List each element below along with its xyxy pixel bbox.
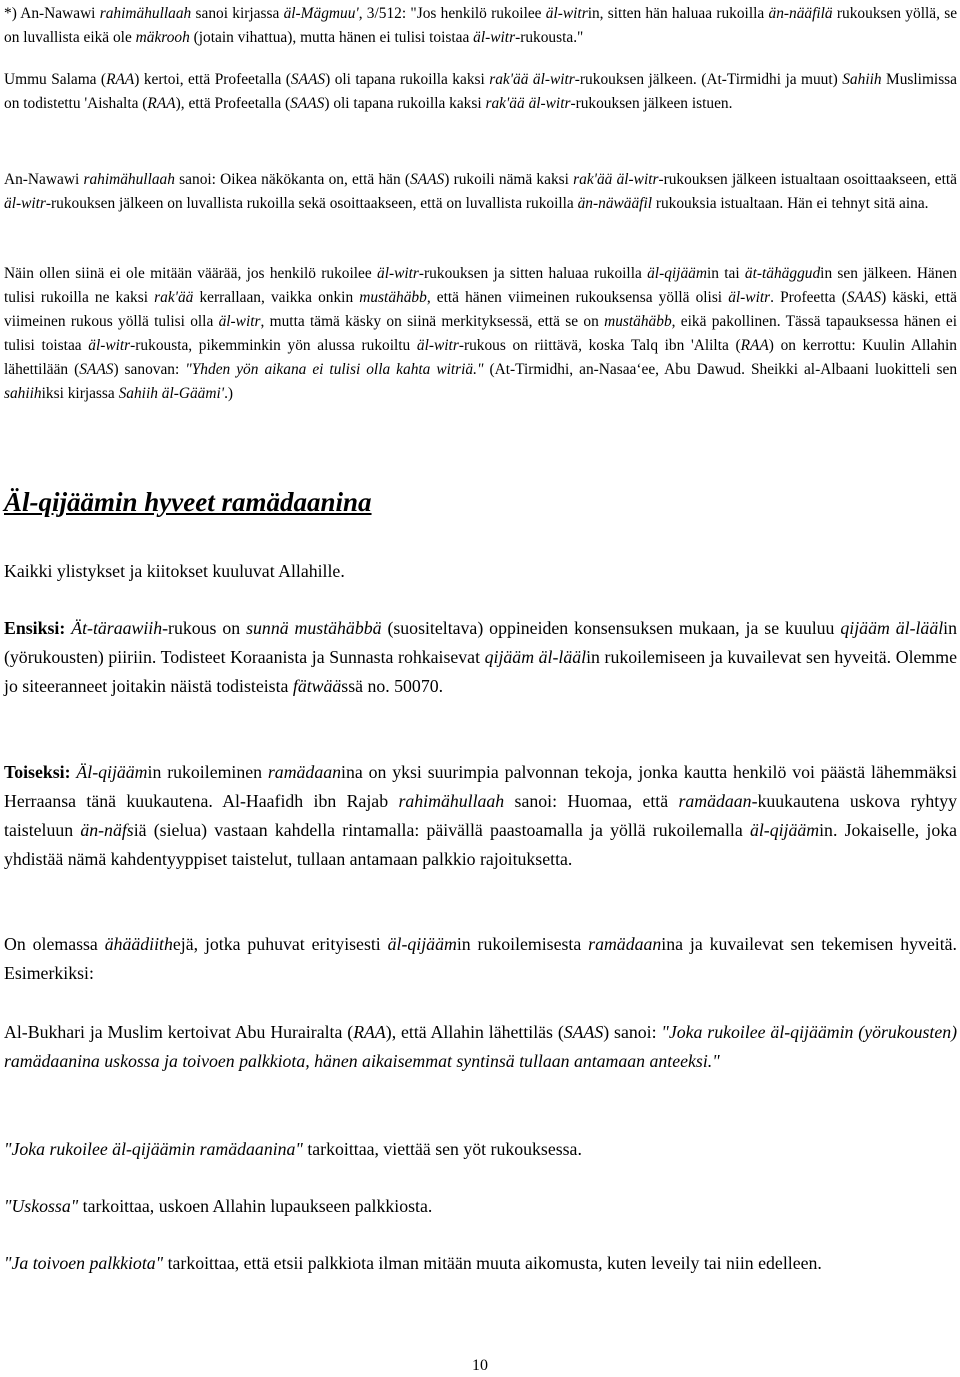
paragraph: Kaikki ylistykset ja kiitokset kuuluvat Allahille. — [4, 561, 345, 581]
section-heading: Äl-qijäämin hyveet ramädaanina — [4, 487, 372, 517]
paragraph: Näin ollen siinä ei ole mitään väärää, jos henkilö rukoilee äl-witr-rukouksen ja sitten haluaa rukoilla äl-qijäämin tai ät-tähäggudin sen jälkeen. Hänen tulisi rukoilla ne kaksi rak'ää kerrallaan, vaikka onkin mustähäbb, että hänen viimeinen rukouksensa yöllä olisi äl-witr. Profeetta (SAAS) käski, että viimeinen rukous yöllä tulisi olla äl-witr, mutta tämä käsky on siinä merkityksessä, että se on mustähäbb, eikä pakollinen. Tässä tapauksessa hänen ei tulisi toistaa äl-witr-rukousta, pikemminkin yön alussa rukoiltu äl-witr-rukous on riittävä, koska Talq ibn 'Alilta (RAA) on kerrottu: Kuulin Allahin lähettilään (SAAS) sanovan: "Yhden yön aikana ei tulisi olla kahta witriä." (At-Tirmidhi, an-Nasaa‘ee, Abu Dawud. Sheikki al-Albaani luokitteli sen sahiihiksi kirjassa Sahiih äl-Gäämi'.) — [4, 265, 958, 402]
paragraph: "Joka rukoilee äl-qijäämin ramädaanina" tarkoittaa, viettää sen yöt rukouksessa. — [4, 1139, 582, 1159]
paragraph: Al-Bukhari ja Muslim kertoivat Abu Hurairalta (RAA), että Allahin lähettiläs (SAAS) sanoi: "Joka rukoilee äl-qijäämin (yörukousten) ramädaanina uskossa ja toivoen palkkiota, hänen aikaisemmat syntinsä tullaan antamaan anteeksi." — [4, 1022, 958, 1071]
paragraph: "Ja toivoen palkkiota" tarkoittaa, että etsii palkkiota ilman mitään muuta aikomusta, kuten leveily tai niin edelleen. — [4, 1253, 822, 1273]
paragraph: "Uskossa" tarkoittaa, uskoen Allahin lupaukseen palkkiosta. — [4, 1196, 433, 1216]
paragraph: Ensiksi: Ät-täraawiih-rukous on sunnä mustähäbbä (suositeltava) oppineiden konsensuksen mukaan, ja se kuuluu qijääm äl-läälin (yörukousten) piiriin. Todisteet Koraanista ja Sunnasta rohkaisevat qijääm äl-läälin rukoilemiseen ja kuvailevat sen hyveitä. Olemme jo siteeranneet joitakin näistä todisteista fätwäässä no. 50070. — [4, 618, 958, 696]
footnote-paragraph: *) An-Nawawi rahimähullaah sanoi kirjassa äl-Mägmuu', 3/512: "Jos henkilö rukoilee äl-witrin, sitten hän haluaa rukoilla än-nääfilä rukouksen yöllä, se on luvallista eikä ole mäkrooh (jotain vihattua), mutta hänen ei tulisi toistaa äl-witr-rukousta." — [4, 5, 958, 46]
paragraph: Toiseksi: Äl-qijäämin rukoileminen ramädaanina on yksi suurimpia palvonnan tekoja, jonka kautta henkilö voi päästä lähemmäksi Herraansa tänä kuukautena. Al-Haafidh ibn Rajab rahimähullaah sanoi: Huomaa, että ramädaan-kuukautena uskova ryhtyy taisteluun än-näfsiä (sielua) vastaan kahdella rintamalla: päivällä paastoamalla ja yöllä rukoilemalla äl-qijäämin. Jokaiselle, joka yhdistää nämä kahdentyyppiset taistelut, tullaan antamaan palkkio rajoituksetta. — [4, 762, 957, 869]
page-number: 10 — [472, 1357, 488, 1374]
paragraph: On olemassa ähäädiithejä, jotka puhuvat erityisesti äl-qijäämin rukoilemisesta ramädaanina ja kuvailevat sen tekemisen hyveitä. Esimerkiksi: — [4, 934, 957, 983]
paragraph: Ummu Salama (RAA) kertoi, että Profeetalla (SAAS) oli tapana rukoilla kaksi rak'ää äl-witr-rukouksen jälkeen. (At-Tirmidhi ja muut) Sahiih Muslimissa on todistettu 'Aishalta (RAA), että Profeetalla (SAAS) oli tapana rukoilla kaksi rak'ää äl-witr-rukouksen jälkeen istuen. — [4, 71, 957, 112]
paragraph: An-Nawawi rahimähullaah sanoi: Oikea näkökanta on, että hän (SAAS) rukoili nämä kaksi rak'ää äl-witr-rukouksen jälkeen istualtaan osoittaakseen, että äl-witr-rukouksen jälkeen on luvallista rukoilla sekä osoittaakseen, että on luvallista rukoilla än-näwääfil rukouksia istualtaan. Hän ei tehnyt sitä aina. — [4, 171, 957, 212]
